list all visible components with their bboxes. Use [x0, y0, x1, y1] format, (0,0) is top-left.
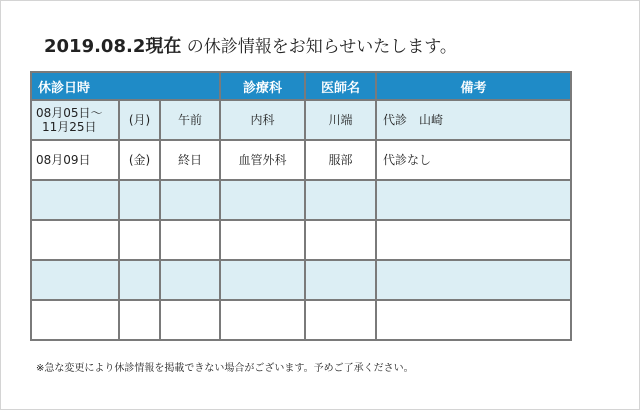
- table-row: [31, 220, 571, 260]
- table-row: [31, 140, 571, 180]
- table-row: [31, 180, 571, 220]
- table-header-row: [31, 72, 571, 100]
- note-cell: [376, 300, 571, 340]
- department-cell: [220, 260, 305, 300]
- disclaimer-footnote: ※急な変更により休診情報を掲載できない場合がございます。予めご了承ください。: [36, 363, 414, 374]
- department-cell: 内科: [220, 100, 305, 140]
- time-cell: [160, 260, 220, 300]
- closure-schedule-table: [30, 71, 572, 341]
- weekday-cell: [119, 260, 160, 300]
- doctor-cell: [305, 260, 376, 300]
- table-row: [31, 100, 571, 140]
- department-cell: [220, 300, 305, 340]
- doctor-cell: [305, 300, 376, 340]
- date-cell: [31, 220, 119, 260]
- header-note: 備考: [376, 72, 571, 100]
- header-date: 休診日時: [31, 72, 220, 100]
- date-cell: [31, 140, 119, 180]
- time-cell: [160, 220, 220, 260]
- date-cell: [31, 260, 119, 300]
- weekday-cell: [119, 300, 160, 340]
- date-cell: [31, 100, 119, 140]
- department-cell: 血管外科: [220, 140, 305, 180]
- doctor-cell: 川端: [305, 100, 376, 140]
- department-cell: [220, 220, 305, 260]
- header-doctor: 医師名: [305, 72, 376, 100]
- date-line-1: 08月09日: [36, 153, 91, 167]
- date-line-2: 11月25日: [42, 120, 97, 134]
- table-row: [31, 300, 571, 340]
- date-cell: [31, 180, 119, 220]
- note-cell: [376, 260, 571, 300]
- note-cell: [376, 220, 571, 260]
- as-of-date: 2019.08.2現在: [44, 36, 182, 57]
- weekday-cell: [119, 180, 160, 220]
- notice-heading: [44, 36, 457, 58]
- time-cell: 午前: [160, 100, 220, 140]
- note-cell: 代診 山崎: [376, 100, 571, 140]
- department-cell: [220, 180, 305, 220]
- time-cell: [160, 300, 220, 340]
- weekday-cell: (金): [119, 140, 160, 180]
- time-cell: 終日: [160, 140, 220, 180]
- weekday-cell: [119, 220, 160, 260]
- weekday-cell: (月): [119, 100, 160, 140]
- doctor-cell: 服部: [305, 140, 376, 180]
- doctor-cell: [305, 220, 376, 260]
- time-cell: [160, 180, 220, 220]
- note-cell: [376, 180, 571, 220]
- note-cell: 代診なし: [376, 140, 571, 180]
- header-department: 診療科: [220, 72, 305, 100]
- date-line-1: 08月05日～: [36, 106, 103, 120]
- date-cell: [31, 300, 119, 340]
- doctor-cell: [305, 180, 376, 220]
- heading-text: の休診情報をお知らせいたします。: [186, 37, 457, 57]
- table-row: [31, 260, 571, 300]
